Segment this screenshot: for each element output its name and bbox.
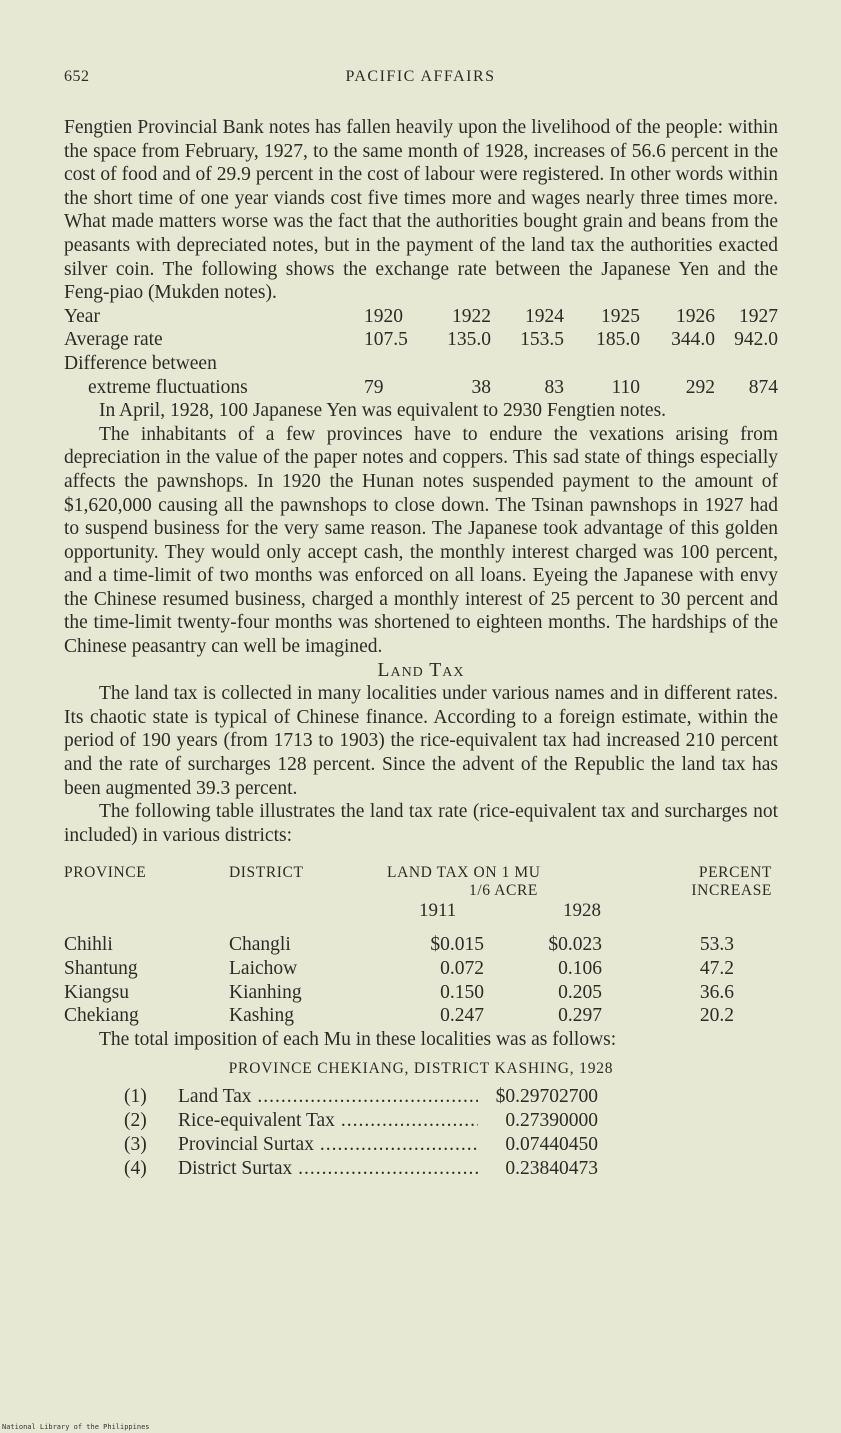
list-item xyxy=(64,1133,778,1157)
cell: 1922 xyxy=(452,305,491,327)
district-cell: Kashing xyxy=(229,1005,294,1027)
item-number: (4) xyxy=(124,1157,147,1179)
col-header-1928: 1928 xyxy=(563,900,601,922)
col-header-land-tax: LAND TAX ON 1 MU xyxy=(387,864,541,882)
imposition-heading: PROVINCE CHEKIANG, DISTRICT KASHING, 1928 xyxy=(228,1060,614,1078)
increase-cell: 53.3 xyxy=(699,934,734,956)
rate-1911-cell: $0.015 xyxy=(430,934,484,956)
row-label: Difference between xyxy=(64,352,217,374)
item-label: Provincial Surtax ..... xyxy=(178,1133,478,1157)
district-cell: Laichow xyxy=(229,958,298,979)
exchange-rate-table xyxy=(64,305,778,399)
journal-title: PACIFIC AFFAIRS xyxy=(345,68,496,85)
province-cell: Chihli xyxy=(64,934,113,956)
paragraph: The total imposition of each Mu in these localities was as follows: xyxy=(99,1028,617,1050)
list-item xyxy=(64,1109,778,1133)
paragraph: The land tax is collected in many localities under various names and in different rates. Its chaotic state is typical of Chinese finance. According to a foreign estimate, within the period of 190 years (from 1713 to 1903) the rice-equivalent tax had increased 210 percent and the rate of surcharges 128 percent. Since the advent of the Republic the land tax has been augmented 39.3 percent. xyxy=(64,683,778,799)
paragraph: The inhabitants of a few provinces have to endure the vexations arising from depreciation in the value of the paper notes and coppers. This sad state of things especially affects the pawnshops. In 1920 the Hunan notes suspended payment to the amount of $1,620,000 causing all the pawnshops to close down. The Tsinan pawnshops in 1927 had to suspend business for the very same reason. The Japanese took advantage of this golden opportunity. They would only accept cash, the monthly interest charged was 100 percent, and a time-limit of two months was enforced on all loans. Eyeing the Japanese with envy the Chinese resumed business, charged a monthly interest of 25 percent to 30 percent and the time-limit twenty-four months was shortened to eighteen months. The hardships of the Chinese peasantry can well be imagined. xyxy=(64,423,778,658)
exchange-row-average xyxy=(64,328,778,352)
rate-1928-cell: 0.297 xyxy=(558,1005,602,1027)
province-cell: Kiangsu xyxy=(64,981,129,1003)
exchange-row-difference-label xyxy=(64,352,778,376)
province-cell: Shantung xyxy=(64,958,138,979)
cell: 135.0 xyxy=(447,329,491,351)
item-label: District Surtax ..... xyxy=(178,1157,478,1181)
col-header-increase: INCREASE xyxy=(691,882,772,900)
row-label: extreme fluctuations xyxy=(88,376,248,398)
imposition-list xyxy=(64,1085,778,1181)
land-tax-table xyxy=(64,863,778,1027)
item-number: (3) xyxy=(124,1133,147,1155)
exchange-row-year xyxy=(64,305,778,329)
section-heading: Land Tax xyxy=(377,659,465,681)
rate-1928-cell: 0.205 xyxy=(558,981,602,1003)
row-label: Year xyxy=(64,305,100,327)
table-row xyxy=(64,933,778,957)
list-item xyxy=(64,1085,778,1109)
cell: 110 xyxy=(611,376,640,398)
library-credit: National Library of the Philippines xyxy=(2,1423,150,1431)
rate-1911-cell: 0.247 xyxy=(440,1005,484,1027)
cell: 79 xyxy=(364,376,384,398)
col-header-district: DISTRICT xyxy=(229,864,304,882)
page-body xyxy=(64,116,778,1181)
paragraph-continued: Fengtien Provincial Bank notes has fallen heavily upon the livelihood of the people: within the space from February, 1927, to the same month of 1928, increases of 56.6 percent in the cost of food and of 29.9 percent in the cost of labour were registered. In other words within the short time of one year viands cost five times more and wages nearly three times more. What made matters worse was the fact that the authorities bought grain and beans from the peasants with depreciated notes, but in the payment of the land tax the authorities exacted silver coin. The following shows the exchange rate between the Japanese Yen and the Feng-piao (Mukden notes). xyxy=(64,117,778,304)
cell: 344.0 xyxy=(671,329,715,351)
table-row xyxy=(64,957,778,981)
increase-cell: 47.2 xyxy=(699,958,734,979)
col-header-percent: PERCENT xyxy=(698,864,772,882)
table-header xyxy=(64,863,778,933)
cell: 185.0 xyxy=(596,329,640,351)
cell: 874 xyxy=(748,376,778,398)
province-cell: Chekiang xyxy=(64,1005,139,1027)
cell: 1926 xyxy=(676,305,715,327)
district-cell: Kianhing xyxy=(229,981,302,1003)
list-item xyxy=(64,1157,778,1181)
paragraph: The following table illustrates the land tax rate (rice-equivalent tax and surcharges not included) in various districts: xyxy=(64,801,778,846)
cell: 942.0 xyxy=(734,329,778,351)
item-amount: 0.27390000 xyxy=(505,1109,598,1131)
cell: 38 xyxy=(471,376,491,398)
rate-1911-cell: 0.150 xyxy=(440,981,484,1003)
cell: 83 xyxy=(544,376,564,398)
row-label: Average rate xyxy=(64,329,163,351)
col-header-unit: 1/6 ACRE xyxy=(469,882,538,900)
cell: 1924 xyxy=(525,305,564,327)
item-label: Rice-equivalent Tax ..... xyxy=(178,1109,478,1133)
col-header-province: PROVINCE xyxy=(64,864,147,882)
item-label: Land Tax ..... xyxy=(178,1085,478,1109)
item-amount: 0.07440450 xyxy=(505,1133,598,1155)
rate-1928-cell: $0.023 xyxy=(548,934,602,956)
table-row xyxy=(64,1004,778,1028)
col-header-1911: 1911 xyxy=(419,900,457,922)
cell: 107.5 xyxy=(364,329,408,351)
cell: 1927 xyxy=(739,305,778,327)
running-header xyxy=(64,68,777,92)
increase-cell: 36.6 xyxy=(699,981,734,1003)
exchange-row-fluctuations xyxy=(64,376,778,400)
table-row xyxy=(64,981,778,1005)
paragraph: In April, 1928, 100 Japanese Yen was equivalent to 2930 Fengtien notes. xyxy=(99,400,667,422)
item-amount: 0.23840473 xyxy=(505,1157,598,1179)
rate-1928-cell: 0.106 xyxy=(558,958,602,979)
item-amount: $0.29702700 xyxy=(495,1085,598,1107)
cell: 153.5 xyxy=(520,329,564,351)
rate-1911-cell: 0.072 xyxy=(440,958,484,979)
cell: 292 xyxy=(685,376,715,398)
item-number: (1) xyxy=(124,1085,147,1107)
page-number: 652 xyxy=(64,68,90,85)
item-number: (2) xyxy=(124,1109,147,1131)
district-cell: Changli xyxy=(229,934,291,956)
increase-cell: 20.2 xyxy=(699,1005,734,1027)
cell: 1920 xyxy=(364,305,403,327)
cell: 1925 xyxy=(601,305,640,327)
